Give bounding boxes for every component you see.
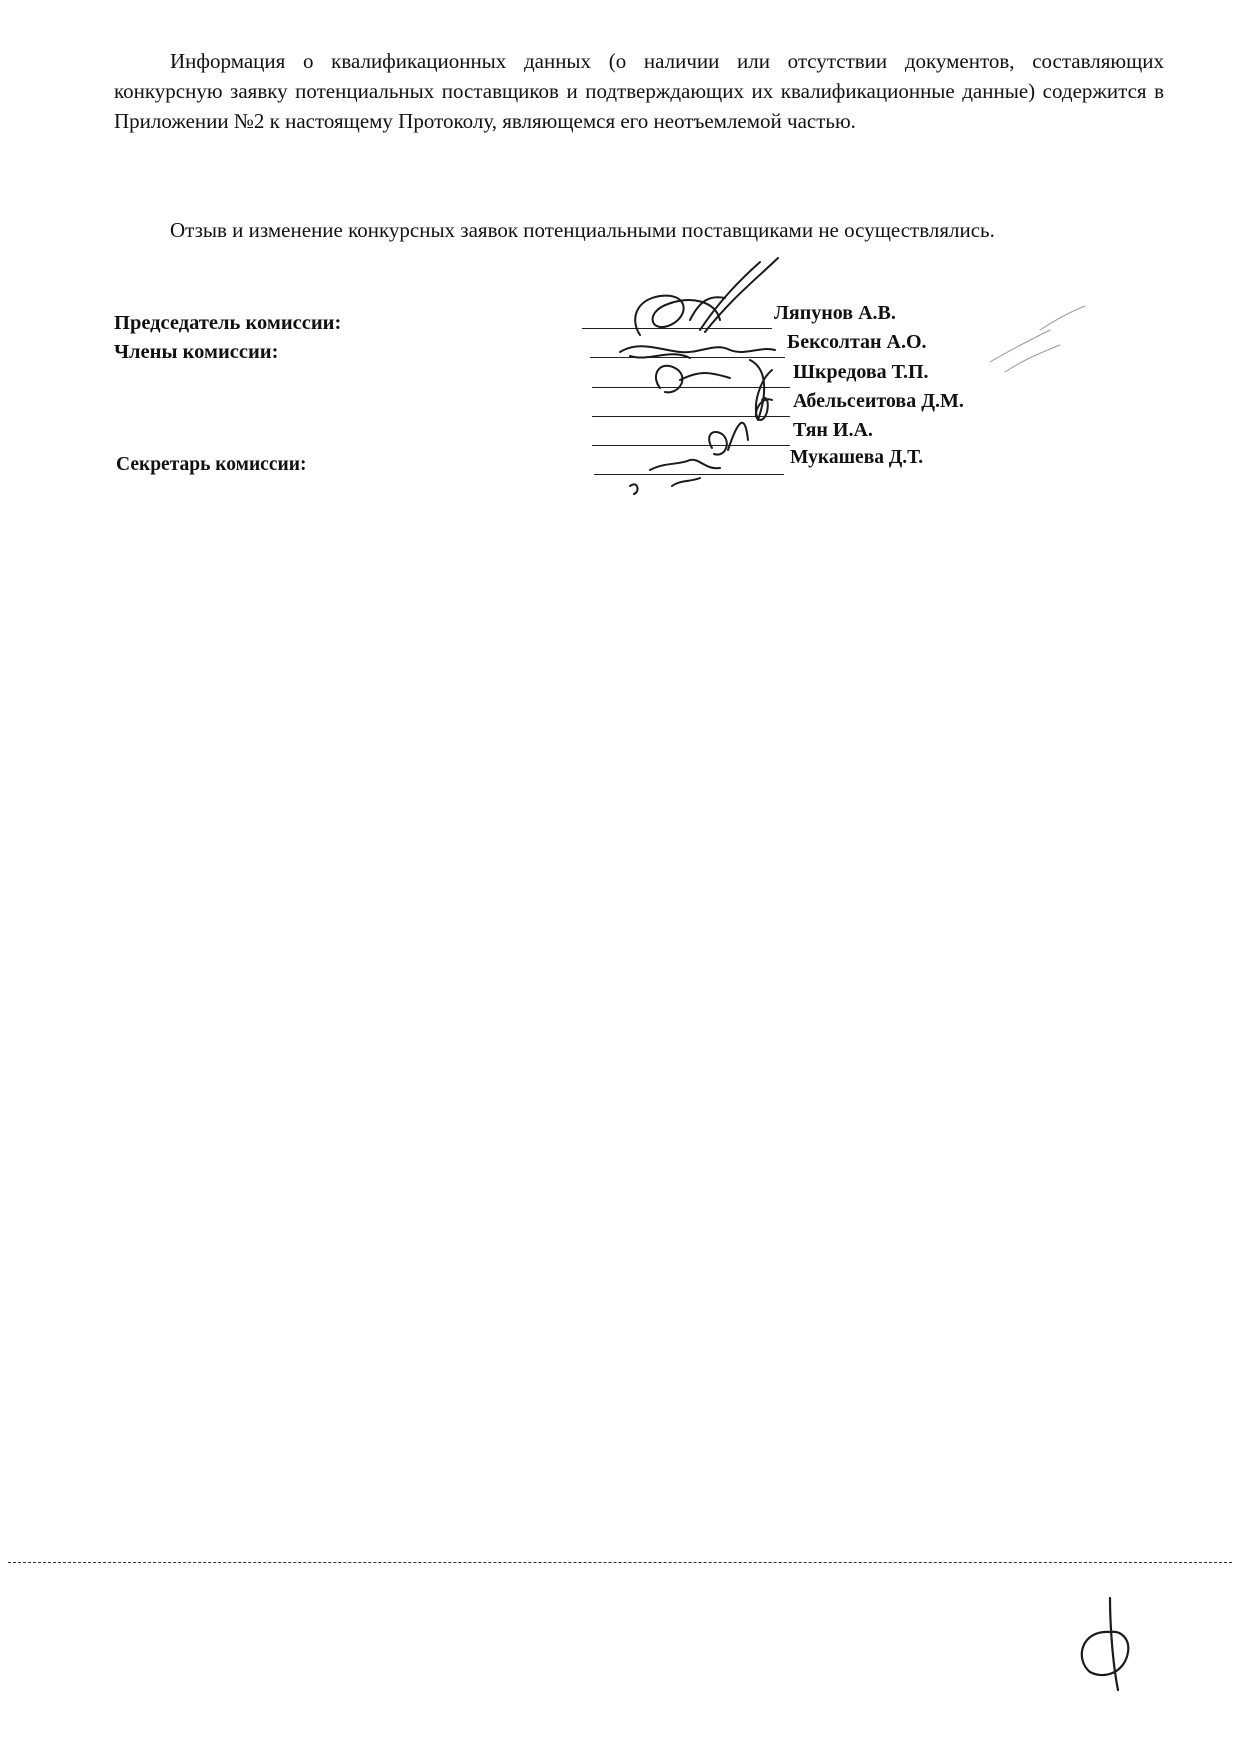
page-divider: [8, 1562, 1232, 1563]
signature-line: [592, 445, 790, 446]
signature-member-2: [656, 360, 772, 420]
withdrawal-paragraph: Отзыв и изменение конкурсных заявок потенциальными поставщиками не осуществлялись.: [170, 218, 995, 242]
qualification-info-paragraph: Информация о квалификационных данных (о наличии или отсутствии документов, составляющих конкурсную заявку потенциальных поставщиков и подтверждающих их квалификационные данные) содержится в Приложении №2 к настоящему Протоколу, являющемся его неотъемлемой частью.: [114, 49, 1164, 133]
member-name: Шкредова Т.П.: [793, 361, 929, 383]
member-name: Мукашева Д.Т.: [790, 447, 924, 468]
signature-chair: [635, 258, 778, 335]
member-name: Тян И.А.: [793, 419, 873, 441]
signature-line: [582, 328, 772, 329]
member-name: Абельсеитова Д.М.: [793, 390, 964, 412]
signature-line: [592, 387, 790, 388]
signature-line: [592, 416, 790, 417]
signature-secretary: [630, 460, 720, 494]
footer-initial: [1082, 1598, 1128, 1690]
member-name: Бексолтан А.О.: [787, 331, 927, 353]
pencil-mark: [990, 306, 1085, 372]
signature-member-4: [709, 423, 748, 455]
members-label: Члены комиссии:: [114, 341, 279, 363]
chair-label: Председатель комиссии:: [114, 312, 342, 334]
signature-line: [594, 474, 784, 475]
secretary-label: Секретарь комиссии:: [116, 454, 307, 475]
signature-line: [590, 357, 785, 358]
member-name: Ляпунов А.В.: [774, 302, 896, 324]
